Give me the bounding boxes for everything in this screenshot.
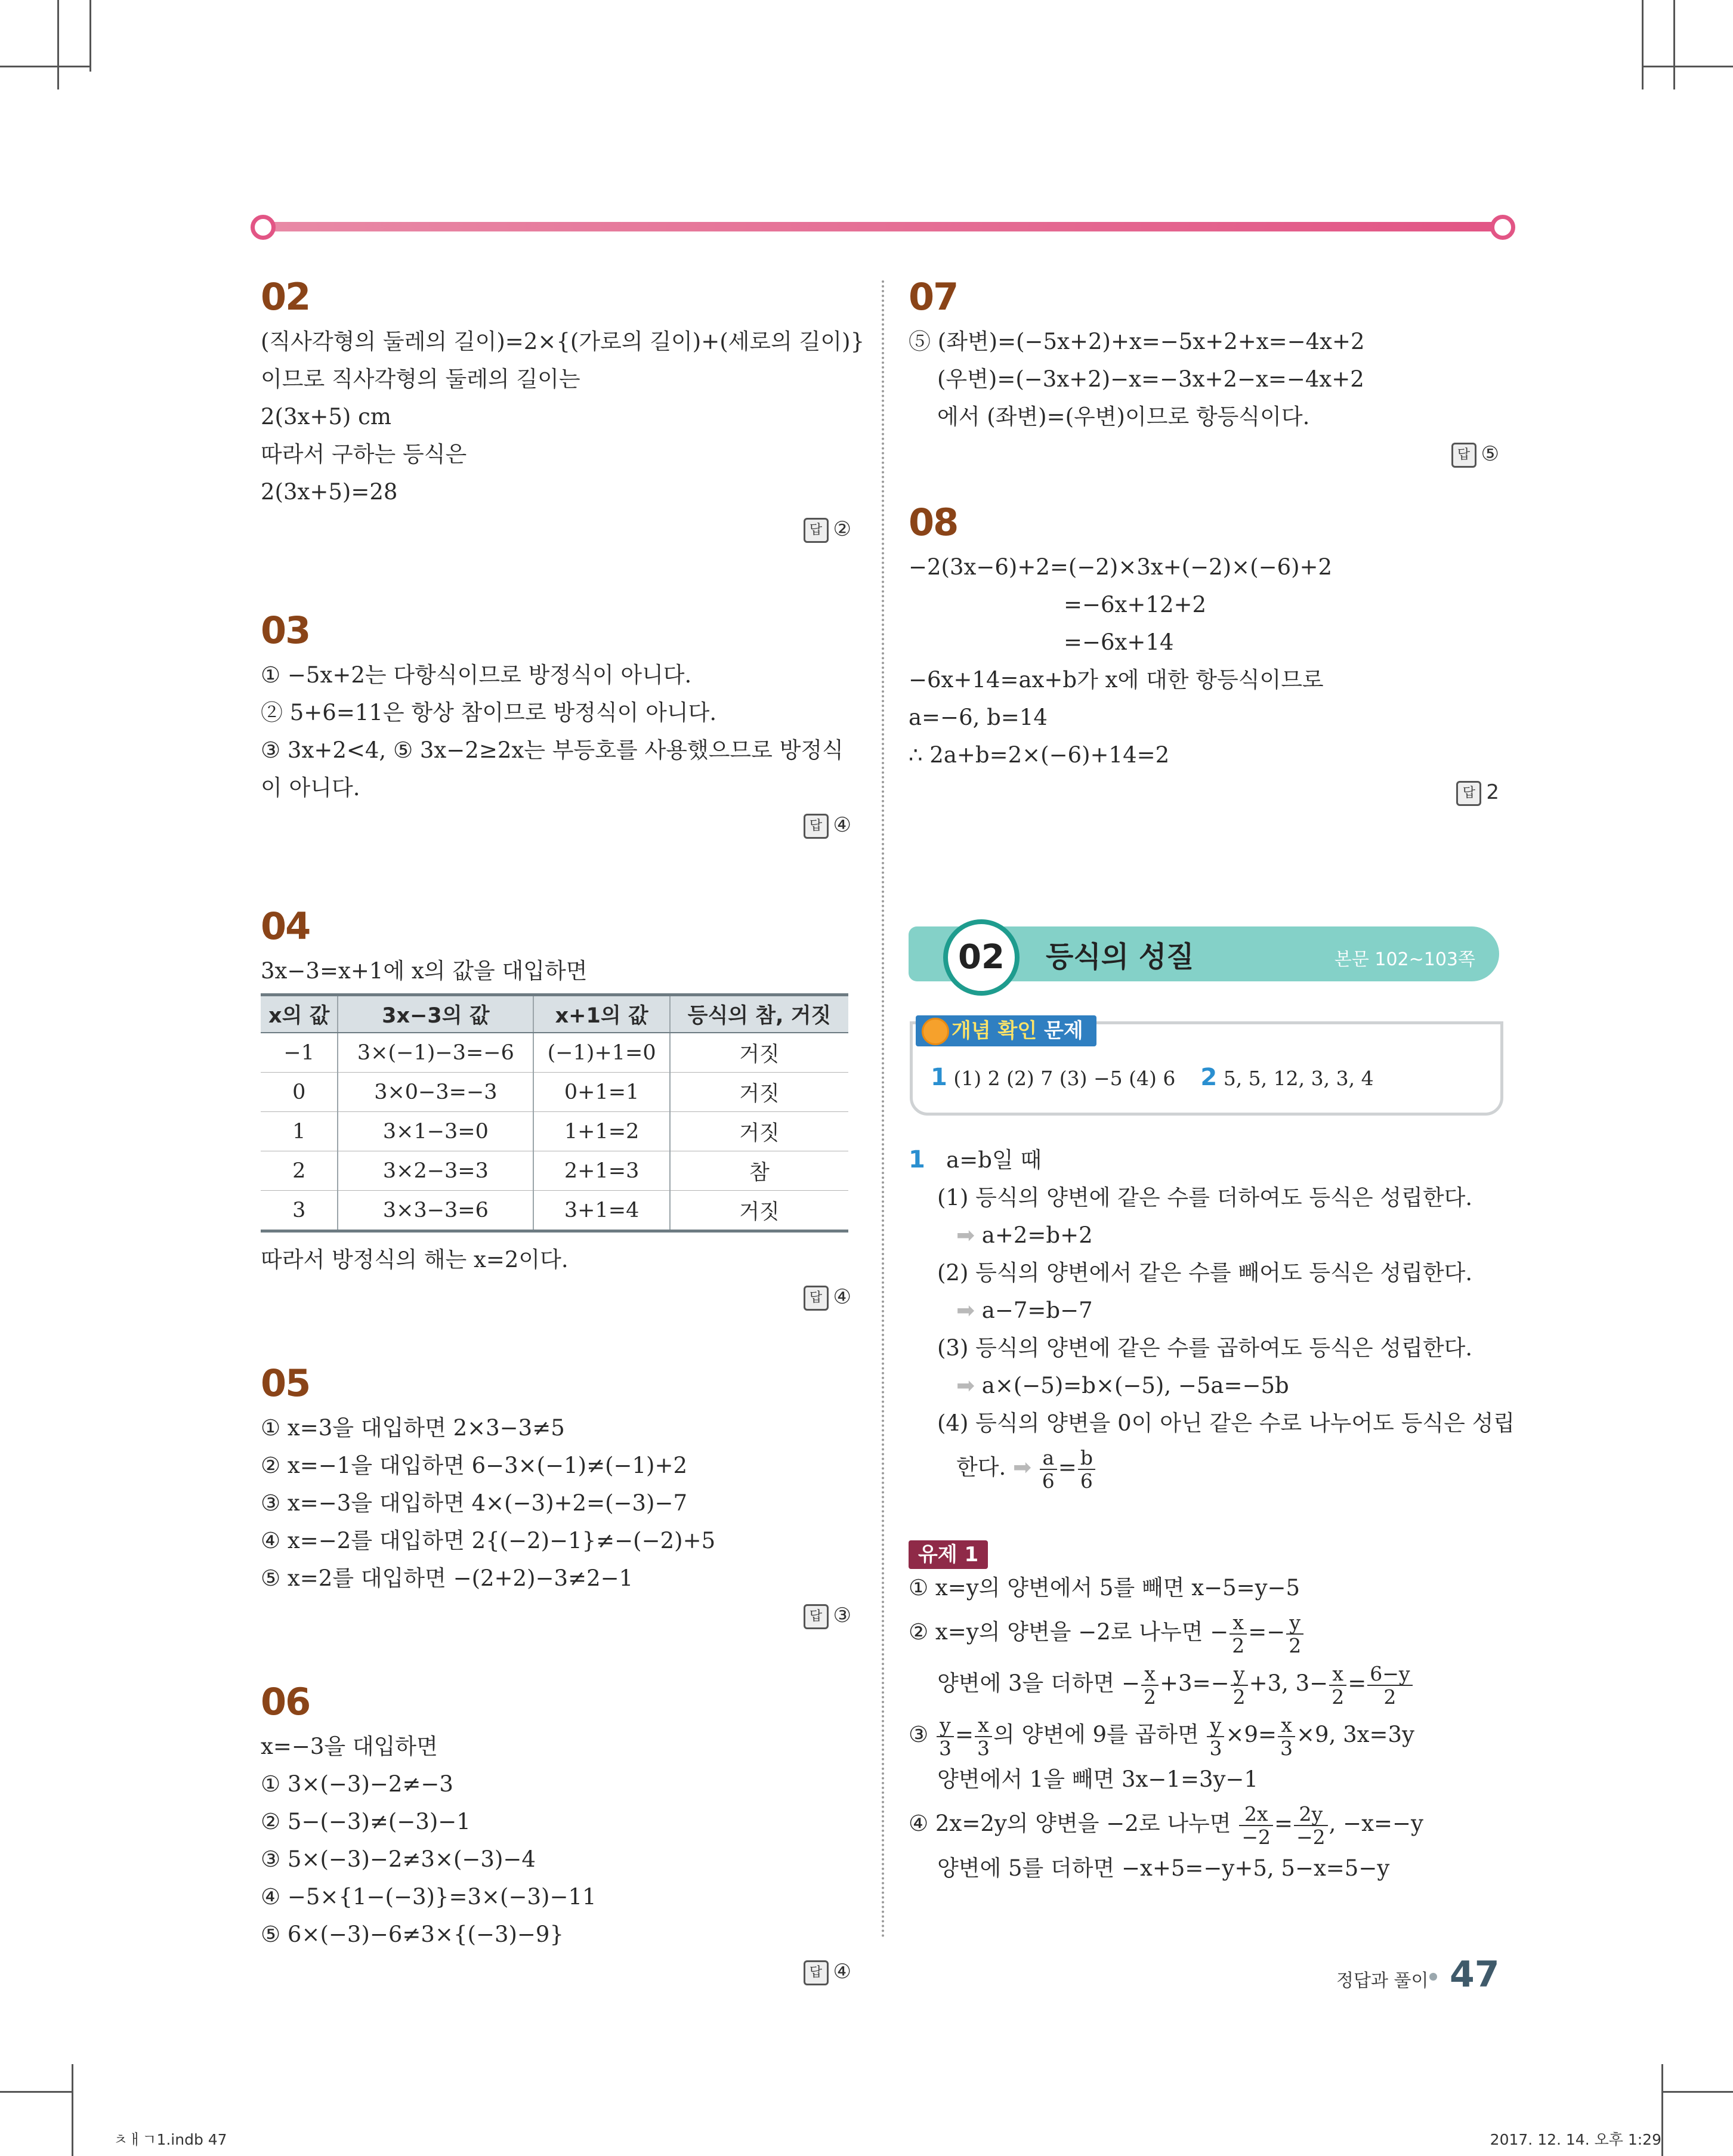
problem-number: 05 bbox=[261, 1361, 310, 1405]
table-header: 3x−3의 값 bbox=[338, 995, 533, 1033]
concept-q-answers: 5, 5, 12, 3, 3, 4 bbox=[1223, 1067, 1374, 1090]
solution-line bbox=[909, 1709, 1505, 1760]
bar-end-dot bbox=[1490, 215, 1515, 240]
fraction bbox=[1078, 1447, 1095, 1492]
solution-line: (3) 등식의 양변에 같은 수를 곱하여도 등식은 성립한다. bbox=[937, 1335, 1473, 1361]
numerator: x bbox=[1230, 1611, 1247, 1635]
solution-line: ③ 3x+2<4, ⑤ 3x−2≥2x는 부등호를 사용했으므로 방정식 bbox=[261, 737, 844, 763]
table-cell: 거짓 bbox=[670, 1033, 848, 1073]
solution-line: ∴ 2a+b=2×(−6)+14=2 bbox=[909, 742, 1170, 768]
answer-box-icon: 답 bbox=[804, 1960, 829, 1985]
footer-bullet-icon bbox=[1429, 1973, 1437, 1981]
fraction bbox=[1329, 1663, 1346, 1708]
left-column bbox=[261, 271, 865, 1991]
fraction bbox=[1239, 1803, 1273, 1848]
solution-1-head bbox=[909, 1141, 1505, 1179]
table-cell: (−1)+1=0 bbox=[533, 1033, 670, 1073]
concept-q-answers: (1) 2 (2) 7 (3) −5 (4) 6 bbox=[953, 1067, 1176, 1090]
numerator: x bbox=[975, 1714, 992, 1737]
answer-box-icon: 답 bbox=[804, 1604, 829, 1629]
numerator: 2y bbox=[1294, 1803, 1328, 1826]
crop-mark bbox=[72, 2064, 73, 2156]
solution-line: a=b일 때 bbox=[946, 1147, 1042, 1173]
solution-line: ④ x=−2를 대입하면 2{(−2)−1}≠−(−2)+5 bbox=[261, 1528, 716, 1553]
numerator: y bbox=[1207, 1714, 1224, 1737]
text: 의 양변에 9를 곱하면 bbox=[993, 1722, 1206, 1747]
denominator: 3 bbox=[1280, 1736, 1293, 1760]
table-cell: 참 bbox=[670, 1151, 848, 1191]
denominator: 2 bbox=[1232, 1633, 1245, 1657]
answer-box-icon: 답 bbox=[1456, 781, 1481, 806]
text: +3=− bbox=[1160, 1670, 1230, 1696]
solution-line: ③ 5×(−3)−2≠3×(−3)−4 bbox=[261, 1846, 536, 1872]
solution-line: 2(3x+5) cm bbox=[261, 404, 391, 430]
solution-line: =−6x+14 bbox=[1064, 629, 1174, 655]
problem-number: 07 bbox=[909, 275, 958, 319]
problem-03 bbox=[261, 605, 851, 844]
table-cell: 1+1=2 bbox=[533, 1112, 670, 1151]
solution-line bbox=[909, 1658, 1505, 1709]
answer-box-icon: 답 bbox=[804, 1286, 829, 1311]
answer bbox=[909, 774, 1499, 811]
denominator: 2 bbox=[1332, 1685, 1345, 1709]
answer-value: ④ bbox=[833, 1285, 851, 1309]
answer bbox=[909, 435, 1499, 473]
solution-line: ② 5+6=11은 항상 참이므로 방정식이 아니다. bbox=[261, 700, 717, 725]
numerator: b bbox=[1078, 1447, 1095, 1470]
table-cell: 거짓 bbox=[670, 1191, 848, 1231]
equals: = bbox=[1058, 1454, 1077, 1480]
fraction bbox=[1367, 1663, 1412, 1708]
table-row bbox=[261, 1191, 848, 1231]
text: ④ 2x=2y의 양변을 −2로 나누면 bbox=[909, 1811, 1238, 1836]
answer-box-icon: 답 bbox=[804, 814, 829, 839]
solution-line: ⑤ (좌변)=(−5x+2)+x=−5x+2+x=−4x+2 bbox=[909, 329, 1365, 354]
solution-line: (우변)=(−3x+2)−x=−3x+2−x=−4x+2 bbox=[937, 366, 1364, 392]
answer bbox=[261, 807, 851, 844]
denominator: −2 bbox=[1296, 1825, 1326, 1849]
solution-line: 양변에 5를 더하면 −x+5=−y+5, 5−x=5−y bbox=[937, 1855, 1390, 1881]
solution-line: 3x−3=x+1에 x의 값을 대입하면 bbox=[261, 958, 588, 984]
fraction bbox=[1278, 1714, 1295, 1759]
table-row bbox=[261, 1151, 848, 1191]
table-cell: 3 bbox=[261, 1191, 338, 1231]
numerator: x bbox=[1329, 1663, 1346, 1686]
answer bbox=[261, 1953, 851, 1991]
crop-mark bbox=[0, 66, 89, 67]
denominator: 2 bbox=[1383, 1685, 1397, 1709]
denominator: 6 bbox=[1042, 1469, 1055, 1493]
solution-line: =−6x+12+2 bbox=[1064, 592, 1207, 617]
concept-answers bbox=[931, 1064, 1374, 1091]
solution-line: 양변에서 1을 빼면 3x−1=3y−1 bbox=[937, 1766, 1258, 1792]
solution-line bbox=[909, 1442, 1505, 1493]
table-cell: −1 bbox=[261, 1033, 338, 1073]
table-cell: 3×3−3=6 bbox=[338, 1191, 533, 1231]
problem-number: 04 bbox=[261, 904, 310, 948]
table-cell: 3+1=4 bbox=[533, 1191, 670, 1231]
fraction bbox=[975, 1714, 992, 1759]
table-cell: 거짓 bbox=[670, 1073, 848, 1112]
solution-line: (2) 등식의 양변에서 같은 수를 빼어도 등식은 성립한다. bbox=[937, 1260, 1473, 1286]
section-banner bbox=[909, 926, 1499, 981]
solution-line: ③ x=−3을 대입하면 4×(−3)+2=(−3)−7 bbox=[261, 1490, 688, 1516]
yuje-badge: 유제 1 bbox=[909, 1540, 988, 1569]
text: = bbox=[1274, 1811, 1293, 1836]
problem-06 bbox=[261, 1676, 851, 1991]
solution-line: ① x=3을 대입하면 2×3−3≠5 bbox=[261, 1415, 565, 1441]
solution-result: a+2=b+2 bbox=[981, 1222, 1093, 1248]
right-column-top bbox=[909, 271, 1499, 811]
table-header: x+1의 값 bbox=[533, 995, 670, 1033]
denominator: 3 bbox=[938, 1736, 952, 1760]
table-cell: 3×(−1)−3=−6 bbox=[338, 1033, 533, 1073]
arrow-right-icon: ➡ bbox=[1013, 1454, 1032, 1480]
table-row bbox=[261, 1033, 848, 1073]
numerator: 2x bbox=[1239, 1803, 1273, 1826]
solution-line: (직사각형의 둘레의 길이)=2×{(가로의 길이)+(세로의 길이)} bbox=[261, 329, 865, 354]
solution-line: −2(3x−6)+2=(−2)×3x+(−2)×(−6)+2 bbox=[909, 554, 1333, 580]
answer-value: ③ bbox=[833, 1604, 851, 1627]
solution-text: 한다. bbox=[956, 1454, 1006, 1480]
truth-table bbox=[261, 993, 848, 1233]
answer-box-icon: 답 bbox=[1451, 443, 1476, 468]
table-cell: 3×1−3=0 bbox=[338, 1112, 533, 1151]
solution-line: 에서 (좌변)=(우변)이므로 항등식이다. bbox=[937, 404, 1310, 430]
crop-mark bbox=[1661, 2064, 1663, 2156]
table-header: x의 값 bbox=[261, 995, 338, 1033]
solution-line: 따라서 구하는 등식은 bbox=[261, 441, 467, 467]
numerator: x bbox=[1141, 1663, 1159, 1686]
answer-value: ⑤ bbox=[1481, 442, 1499, 466]
solution-line: ① −5x+2는 다항식이므로 방정식이 아니다. bbox=[261, 662, 692, 688]
table-header-row bbox=[261, 995, 848, 1033]
solution-line: ② 5−(−3)≠(−3)−1 bbox=[261, 1809, 471, 1834]
table-header: 등식의 참, 거짓 bbox=[670, 995, 848, 1033]
solution-line: 2(3x+5)=28 bbox=[261, 479, 398, 505]
denominator: 2 bbox=[1144, 1685, 1157, 1709]
problem-08 bbox=[909, 497, 1499, 811]
concept-q-number: 2 bbox=[1200, 1064, 1218, 1091]
yuje-head bbox=[909, 1535, 1505, 1573]
answer-box-icon: 답 bbox=[804, 518, 829, 543]
solution-result: a−7=b−7 bbox=[981, 1298, 1093, 1323]
problem-number: 02 bbox=[261, 275, 310, 319]
solution-line: 이 아니다. bbox=[261, 775, 360, 801]
table-cell: 2+1=3 bbox=[533, 1151, 670, 1191]
solution-line: (4) 등식의 양변을 0이 아닌 같은 수로 나누어도 등식은 성립 bbox=[937, 1410, 1515, 1436]
solution-number: 1 bbox=[909, 1146, 925, 1173]
print-slug-date: 2017. 12. 14. 오후 1:29 bbox=[1490, 2131, 1661, 2148]
solution-line bbox=[909, 1607, 1505, 1658]
table-cell: 3×0−3=−3 bbox=[338, 1073, 533, 1112]
problem-05 bbox=[261, 1358, 851, 1635]
table-cell: 0+1=1 bbox=[533, 1073, 670, 1112]
section-page-ref: 본문 102~103쪽 bbox=[1334, 949, 1475, 970]
solution-line: ④ −5×{1−(−3)}=3×(−3)−11 bbox=[261, 1884, 597, 1910]
fraction bbox=[1141, 1663, 1159, 1708]
problem-number: 06 bbox=[261, 1680, 310, 1723]
solution-line: x=−3을 대입하면 bbox=[261, 1734, 438, 1759]
solution-line: a=−6, b=14 bbox=[909, 705, 1048, 730]
crop-mark bbox=[1644, 66, 1733, 67]
denominator: −2 bbox=[1241, 1825, 1271, 1849]
text: 양변에 3을 더하면 − bbox=[937, 1670, 1141, 1696]
table-row bbox=[261, 1112, 848, 1151]
column-divider bbox=[882, 280, 884, 1939]
footer-label: 정답과 풀이 bbox=[1336, 1970, 1429, 1991]
text: ×9= bbox=[1225, 1722, 1277, 1747]
crop-mark bbox=[1661, 2091, 1733, 2093]
page-number: 47 bbox=[1450, 1954, 1500, 1996]
text: ×9, 3x=3y bbox=[1296, 1722, 1414, 1747]
numerator: y bbox=[937, 1714, 954, 1737]
solution-line: ① x=y의 양변에서 5를 빼면 x−5=y−5 bbox=[909, 1575, 1300, 1601]
text: ③ bbox=[909, 1722, 935, 1747]
denominator: 2 bbox=[1232, 1685, 1246, 1709]
text: +3, 3− bbox=[1249, 1670, 1329, 1696]
denominator: 3 bbox=[1209, 1736, 1222, 1760]
solution-line: ① 3×(−3)−2≠−3 bbox=[261, 1771, 453, 1797]
table-row bbox=[261, 1073, 848, 1112]
answer-value: ② bbox=[833, 517, 851, 541]
concept-q-number: 1 bbox=[931, 1064, 947, 1091]
print-slug-file: ㅊㅐㄱ1.indb 47 bbox=[113, 2131, 227, 2148]
text: = bbox=[954, 1722, 974, 1747]
fraction bbox=[1286, 1611, 1303, 1657]
solution-line bbox=[909, 1292, 1505, 1329]
numerator: 6−y bbox=[1367, 1663, 1412, 1686]
denominator: 6 bbox=[1080, 1469, 1093, 1493]
solution-line: 따라서 방정식의 해는 x=2이다. bbox=[261, 1247, 569, 1272]
denominator: 2 bbox=[1289, 1633, 1302, 1657]
problem-04 bbox=[261, 901, 851, 1316]
solution-result: a×(−5)=b×(−5), −5a=−5b bbox=[981, 1373, 1289, 1398]
top-decorative-bar bbox=[257, 222, 1509, 231]
solution-line bbox=[909, 1798, 1505, 1849]
arrow-right-icon: ➡ bbox=[956, 1222, 975, 1248]
fraction bbox=[1207, 1714, 1224, 1759]
fraction bbox=[1040, 1447, 1057, 1492]
solution-line: ⑤ x=2를 대입하면 −(2+2)−3≠2−1 bbox=[261, 1565, 634, 1591]
answer-value: ④ bbox=[833, 813, 851, 837]
crop-mark bbox=[0, 2091, 72, 2093]
answer bbox=[261, 1278, 851, 1316]
answer bbox=[261, 1597, 851, 1635]
section-title: 등식의 성질 bbox=[1046, 940, 1194, 974]
section-number: 02 bbox=[943, 919, 1020, 996]
bar-end-dot bbox=[251, 215, 276, 240]
numerator: x bbox=[1278, 1714, 1295, 1737]
solution-line: −6x+14=ax+b가 x에 대한 항등식이므로 bbox=[909, 667, 1324, 693]
numerator: a bbox=[1040, 1447, 1057, 1470]
arrow-right-icon: ➡ bbox=[956, 1298, 975, 1323]
text: = bbox=[1348, 1670, 1367, 1696]
right-column-bottom bbox=[909, 1141, 1515, 1887]
fraction bbox=[937, 1714, 954, 1759]
fraction bbox=[1294, 1803, 1328, 1848]
table-cell: 2 bbox=[261, 1151, 338, 1191]
solution-line: 이므로 직사각형의 둘레의 길이는 bbox=[261, 366, 580, 392]
crop-mark bbox=[89, 0, 91, 72]
solution-line bbox=[909, 1367, 1505, 1404]
numerator: y bbox=[1231, 1663, 1248, 1686]
problem-number: 03 bbox=[261, 609, 310, 652]
text: =− bbox=[1248, 1619, 1286, 1645]
text: ② x=y의 양변을 −2로 나누면 − bbox=[909, 1619, 1229, 1645]
crop-mark bbox=[1673, 0, 1675, 89]
solution-line: ⑤ 6×(−3)−6≠3×{(−3)−9} bbox=[261, 1922, 564, 1947]
solution-line bbox=[909, 1216, 1505, 1254]
text: , −x=−y bbox=[1329, 1811, 1423, 1836]
crop-mark bbox=[57, 0, 59, 89]
solution-line: (1) 등식의 양변에 같은 수를 더하여도 등식은 성립한다. bbox=[937, 1185, 1473, 1210]
table-cell: 1 bbox=[261, 1112, 338, 1151]
problem-number: 08 bbox=[909, 501, 958, 544]
table-cell: 3×2−3=3 bbox=[338, 1151, 533, 1191]
solution-line: ② x=−1을 대입하면 6−3×(−1)≠(−1)+2 bbox=[261, 1453, 688, 1478]
problem-07 bbox=[909, 271, 1499, 473]
answer-value: ④ bbox=[833, 1960, 851, 1984]
answer bbox=[261, 511, 851, 548]
arrow-right-icon: ➡ bbox=[956, 1373, 975, 1398]
table-cell: 거짓 bbox=[670, 1112, 848, 1151]
denominator: 3 bbox=[977, 1736, 990, 1760]
answer-value: 2 bbox=[1486, 780, 1499, 804]
lightbulb-icon bbox=[922, 1018, 949, 1045]
concept-tab-label: 문제 bbox=[1037, 1019, 1083, 1043]
crop-mark bbox=[1642, 0, 1644, 89]
table-cell: 0 bbox=[261, 1073, 338, 1112]
concept-check-tab bbox=[916, 1015, 1096, 1046]
fraction bbox=[1230, 1611, 1247, 1657]
problem-02 bbox=[261, 271, 865, 548]
concept-tab-highlight: 개념 확인 bbox=[952, 1019, 1037, 1043]
numerator: y bbox=[1286, 1611, 1303, 1635]
fraction bbox=[1231, 1663, 1248, 1708]
